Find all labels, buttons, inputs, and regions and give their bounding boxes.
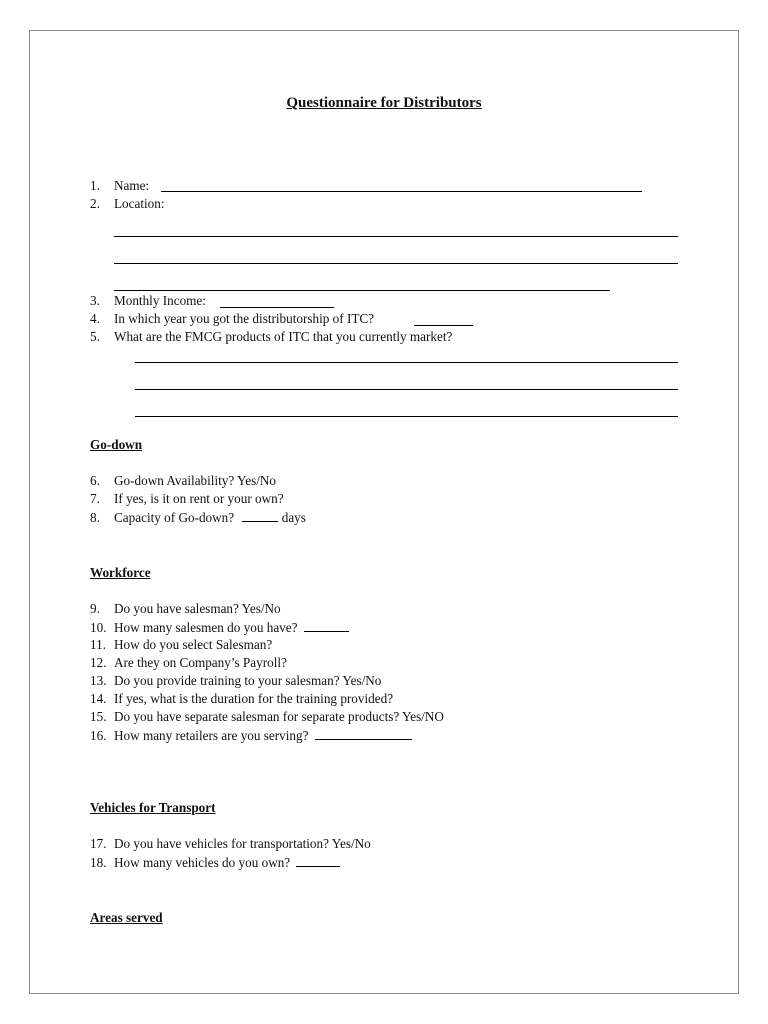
section-heading-areas: Areas served bbox=[90, 910, 163, 925]
question-number: 17. bbox=[90, 836, 107, 851]
question-number: 9. bbox=[90, 601, 100, 616]
question-text: Do you have separate salesman for separate products? Yes/NO bbox=[114, 709, 444, 724]
answer-blank-salesmen[interactable] bbox=[304, 619, 349, 632]
question-7 bbox=[90, 491, 284, 507]
question-text: Capacity of Go-down? bbox=[114, 510, 235, 525]
question-3 bbox=[90, 293, 206, 309]
question-11 bbox=[90, 637, 272, 653]
answer-line-products-1[interactable] bbox=[135, 362, 678, 363]
answer-line-location-3[interactable] bbox=[114, 290, 610, 291]
question-number: 6. bbox=[90, 473, 100, 488]
question-number: 18. bbox=[90, 855, 107, 870]
section-heading-vehicles: Vehicles for Transport bbox=[90, 800, 216, 815]
question-number: 1. bbox=[90, 178, 100, 193]
document-title: Questionnaire for Distributors bbox=[286, 95, 482, 111]
question-4 bbox=[90, 311, 374, 327]
question-text: If yes, what is the duration for the training provided? bbox=[114, 691, 394, 706]
question-10 bbox=[90, 619, 349, 636]
question-9 bbox=[90, 601, 281, 617]
question-suffix: days bbox=[281, 510, 306, 525]
answer-line-products-2[interactable] bbox=[135, 389, 678, 390]
question-text: How many retailers are you serving? bbox=[114, 728, 309, 743]
section-heading-workforce: Workforce bbox=[90, 565, 151, 580]
section-heading-godown: Go-down bbox=[90, 437, 143, 452]
question-text: How do you select Salesman? bbox=[114, 637, 273, 652]
question-text: Are they on Company’s Payroll? bbox=[114, 655, 287, 670]
question-text: How many vehicles do you own? bbox=[114, 855, 291, 870]
question-number: 16. bbox=[90, 728, 107, 743]
question-text: Location: bbox=[114, 196, 165, 211]
answer-blank-vehicles[interactable] bbox=[296, 854, 340, 867]
answer-line-year[interactable] bbox=[414, 325, 473, 326]
question-1 bbox=[90, 178, 149, 194]
question-number: 12. bbox=[90, 655, 107, 670]
question-15 bbox=[90, 709, 444, 725]
question-14 bbox=[90, 691, 393, 707]
question-number: 2. bbox=[90, 196, 100, 211]
question-text: Do you have vehicles for transportation? Yes/No bbox=[114, 836, 371, 851]
question-5 bbox=[90, 329, 452, 345]
question-text: Monthly Income: bbox=[114, 293, 206, 308]
question-text: Go-down Availability? Yes/No bbox=[114, 473, 277, 488]
question-text: Name: bbox=[114, 178, 150, 193]
question-number: 3. bbox=[90, 293, 100, 308]
question-number: 13. bbox=[90, 673, 107, 688]
question-number: 7. bbox=[90, 491, 100, 506]
answer-line-name[interactable] bbox=[161, 191, 642, 192]
question-text: How many salesmen do you have? bbox=[114, 620, 298, 635]
answer-line-location-2[interactable] bbox=[114, 263, 678, 264]
question-13 bbox=[90, 673, 381, 689]
answer-line-location-1[interactable] bbox=[114, 236, 678, 237]
question-6 bbox=[90, 473, 276, 489]
question-number: 5. bbox=[90, 329, 100, 344]
question-number: 15. bbox=[90, 709, 107, 724]
question-number: 14. bbox=[90, 691, 107, 706]
question-number: 11. bbox=[90, 637, 106, 652]
question-2 bbox=[90, 196, 165, 212]
question-text: Do you have salesman? Yes/No bbox=[114, 601, 281, 616]
question-number: 4. bbox=[90, 311, 100, 326]
question-16 bbox=[90, 727, 412, 744]
question-18 bbox=[90, 854, 340, 871]
question-12 bbox=[90, 655, 287, 671]
question-8 bbox=[90, 509, 306, 526]
question-text: In which year you got the distributorship of ITC? bbox=[114, 311, 375, 326]
answer-line-income[interactable] bbox=[220, 307, 334, 308]
question-17 bbox=[90, 836, 371, 852]
question-text: If yes, is it on rent or your own? bbox=[114, 491, 284, 506]
answer-blank-retailers[interactable] bbox=[315, 727, 412, 740]
answer-line-products-3[interactable] bbox=[135, 416, 678, 417]
answer-blank-capacity[interactable] bbox=[242, 509, 278, 522]
question-number: 8. bbox=[90, 510, 100, 525]
question-text: What are the FMCG products of ITC that you currently market? bbox=[114, 329, 453, 344]
question-number: 10. bbox=[90, 620, 107, 635]
question-text: Do you provide training to your salesman? Yes/No bbox=[114, 673, 382, 688]
